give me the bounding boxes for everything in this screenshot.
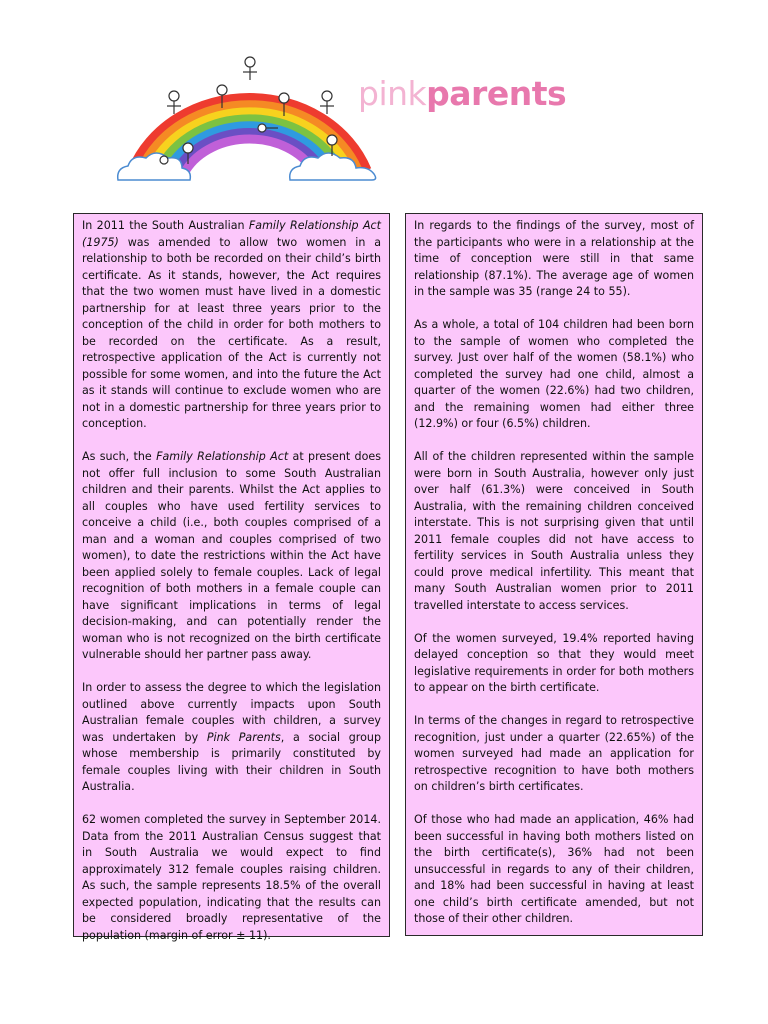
act-title: Family Relationship Act (1975) xyxy=(82,219,382,249)
text: In order to assess the degree to which the legislation outlined above currently impacts upon South Australian female couples with children, a survey was undertaken by xyxy=(82,681,381,744)
paragraph xyxy=(82,680,381,796)
paragraph xyxy=(82,449,381,664)
paragraph: All of the children represented within the sample were born in South Australia, however only just over half (61.3%) were conceived in South Australia, with the remaining children conceived interstate. This is not surprising given that until 2011 female couples did not have access to fertility services in South Australia unless they could prove medical infertility. This meant that many South Australian women prior to 2011 travelled interstate to access services. xyxy=(414,450,694,612)
text: was amended to allow two women in a relationship to both be recorded on their child’s birth certificate. As it stands, however, the Act requires that the two women must have lived in a domestic partnership for at least three years prior to the conception of the child in order for both mothers to be recorded on the certificate. As a result, retrospective application of the Act is currently not possible for some women, and into the future the Act as it stands will continue to exclude women who are not in a domestic partnership for three years prior to conception. xyxy=(82,235,381,430)
text: As such, the xyxy=(82,450,157,463)
paragraph: Of the women surveyed, 19.4% reported having delayed conception so that they would meet legislative requirements in order for both mothers to appear on the birth certificate. xyxy=(414,631,694,694)
paragraph: In regards to the findings of the survey, most of the participants who were in a relationship at the time of conception were still in that same relationship (87.1%). The average age of women in the sample was 35 (range 24 to 55). xyxy=(414,219,694,298)
brand-part-parents: parents xyxy=(426,74,567,113)
paragraph: In terms of the changes in regard to retrospective recognition, just under a quarter (22.65%) of the women surveyed had made an application for retrospective recognition to have both mothers on children’s birth certificates. xyxy=(414,714,694,793)
right-text-column xyxy=(405,213,703,936)
paragraph: As a whole, a total of 104 children had been born to the sample of women who completed the survey. Just over half of the women (58.1%) who completed the survey had one child, almost a quarter of the women (22.6%) had two children, and the remaining women had either three (12.9%) or four (6.5%) children. xyxy=(414,318,694,430)
brand-wordmark xyxy=(358,74,566,113)
paragraph: 62 women completed the survey in September 2014. Data from the 2011 Australian Census suggest that in South Australia we would expect to find approximately 312 female couples raising children. As such, the sample represents 18.5% of the overall expected population, indicating that the results can be considered broadly representative of the population (margin of error ± 11). xyxy=(82,813,381,942)
paragraph xyxy=(82,218,381,433)
left-text-column xyxy=(73,213,390,942)
paragraph: Of those who had made an application, 46% had been successful in having both mothers listed on the birth certificate(s), 36% had not been unsuccessful in regards to any of their children, and 18% had been successful in having at least one child’s birth certificate amended, but not those of their other children. xyxy=(414,813,694,925)
text: , a social group whose membership is primarily constituted by female couples living with their children in South Australia. xyxy=(82,730,381,793)
text: In 2011 the South Australian xyxy=(82,219,249,232)
text: at present does not offer full inclusion to some South Australian children and their parents. Whilst the Act applies to all couples who have used fertility services to conceive a child (i.e., both couples comprised of a man and a woman and couples comprised of two women), to date the restrictions within the Act have been applied solely to female couples. Lack of legal recognition of both mothers in a female couple can have significant implications in terms of legal decision-making, and can potentially render the woman who is not recognized on the birth certificate vulnerable should her partner pass away. xyxy=(82,450,381,661)
brand-part-pink: pink xyxy=(358,74,427,113)
group-name: Pink Parents xyxy=(206,730,281,744)
logo xyxy=(112,50,567,190)
act-title: Family Relationship Act xyxy=(156,450,289,463)
rainbow-illustration xyxy=(112,50,412,190)
